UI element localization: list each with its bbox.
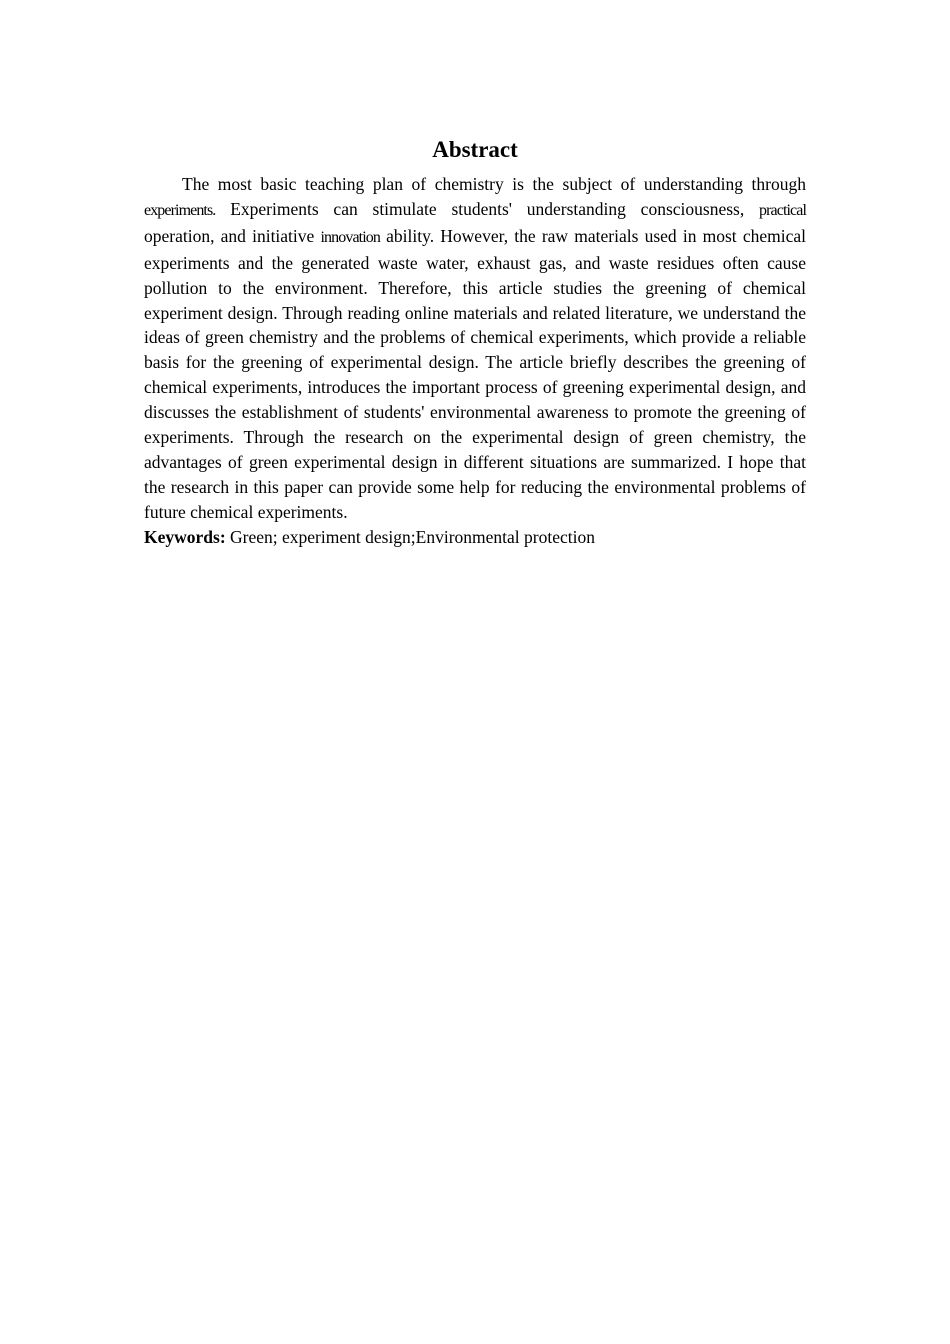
abstract-narrow-word: practical <box>759 201 806 219</box>
keywords-label: Keywords: <box>144 526 226 547</box>
abstract-title: Abstract <box>432 137 518 162</box>
keywords-line <box>144 525 806 550</box>
abstract-text-segment: Experiments can stimulate students' understanding consciousness, <box>215 198 760 219</box>
keywords-text: Green; experiment design;Environmental protection <box>225 526 595 547</box>
abstract-narrow-word: innovation <box>320 228 380 246</box>
abstract-text-segment: ability. However, the raw materials used in most chemical experiments and the generated waste water, exhaust gas, and waste residues often cause pollution to the environment. Therefore, this article studies the greening of chemical experiment design. Through reading online materials and related literature, we understand the ideas of green chemistry and the problems of chemical experiments, which provide a reliable basis for the greening of experimental design. The article briefly describes the greening of chemical experiments, introduces the important process of greening experimental design, and discusses the establishment of students' environmental awareness to promote the greening of experiments. Through the research on the experimental design of green chemistry, the advantages of green experimental design in different situations are summarized. I hope that the research in this paper can provide some help for reducing the environmental problems of future chemical experiments. <box>144 225 807 522</box>
abstract-body <box>144 172 806 525</box>
document-page <box>144 134 806 550</box>
abstract-text-segment: operation, and initiative <box>144 225 321 246</box>
abstract-text-segment: The most basic teaching plan of chemistry is the subject of understanding through <box>182 174 806 194</box>
abstract-narrow-word: experiments. <box>144 201 216 219</box>
